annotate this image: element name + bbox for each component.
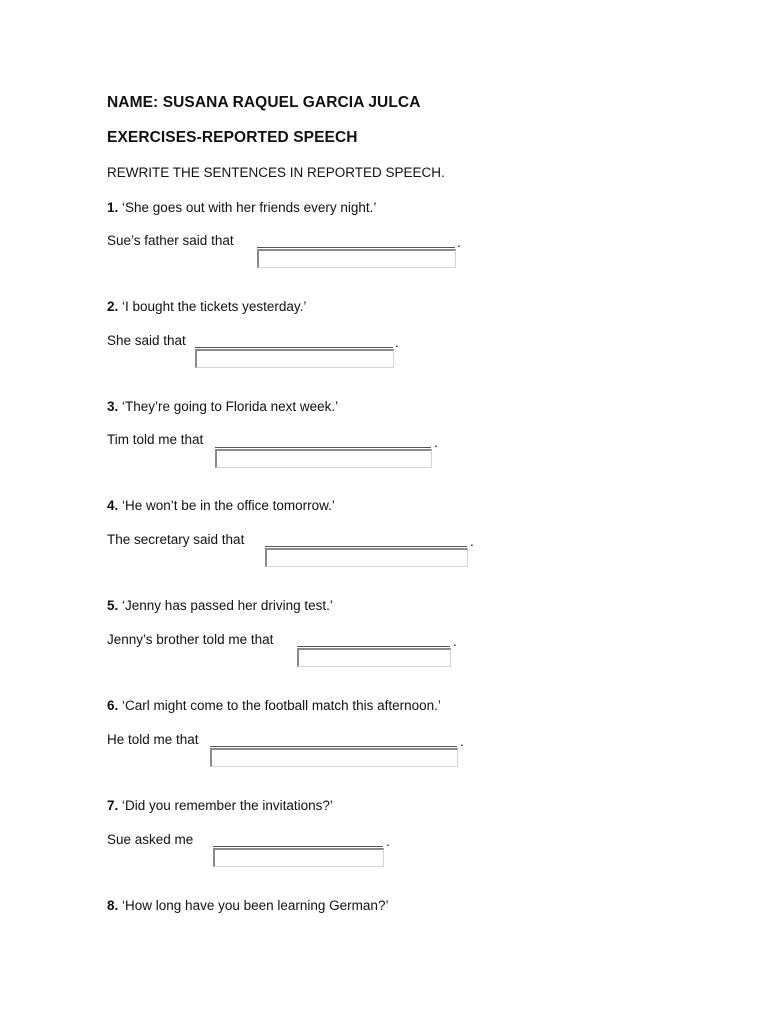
question-number: 2. <box>107 299 119 314</box>
answer-underline-2 <box>195 347 393 348</box>
question-sentence: ‘Jenny has passed her driving test.’ <box>122 598 333 613</box>
answer-underline-3 <box>215 447 431 448</box>
question-sentence: ‘How long have you been learning German?’ <box>122 898 389 913</box>
question-2 <box>107 299 306 314</box>
question-6 <box>107 698 441 713</box>
question-3 <box>107 399 338 414</box>
question-sentence: ‘They’re going to Florida next week.’ <box>122 399 339 414</box>
question-sentence: ‘I bought the tickets yesterday.’ <box>122 299 307 314</box>
answer-underline-7 <box>213 846 383 847</box>
answer-field-4[interactable] <box>265 548 468 567</box>
answer-lead-3: Tim told me that <box>107 432 204 447</box>
answer-period-6: . <box>460 734 464 749</box>
question-5 <box>107 598 333 613</box>
answer-period-1: . <box>457 235 461 250</box>
name-heading: NAME: SUSANA RAQUEL GARCIA JULCA <box>107 94 421 111</box>
answer-field-5[interactable] <box>297 648 451 667</box>
answer-lead-6: He told me that <box>107 732 199 747</box>
question-number: 5. <box>107 598 119 613</box>
answer-underline-5 <box>297 646 450 647</box>
question-sentence: ‘She goes out with her friends every night.’ <box>122 200 377 215</box>
answer-field-2[interactable] <box>195 349 394 368</box>
question-number: 7. <box>107 798 119 813</box>
answer-field-7[interactable] <box>213 848 384 867</box>
question-8 <box>107 898 388 913</box>
answer-underline-4 <box>265 546 467 547</box>
question-7 <box>107 798 333 813</box>
answer-lead-7: Sue asked me <box>107 832 194 847</box>
worksheet-title: EXERCISES-REPORTED SPEECH <box>107 129 358 146</box>
answer-period-4: . <box>470 534 474 549</box>
answer-field-6[interactable] <box>210 748 458 767</box>
question-sentence: ‘Did you remember the invitations?’ <box>122 798 333 813</box>
answer-period-5: . <box>453 634 457 649</box>
question-4 <box>107 498 335 513</box>
answer-underline-6 <box>210 746 457 747</box>
question-1 <box>107 200 376 215</box>
answer-period-7: . <box>386 834 390 849</box>
answer-underline-1 <box>257 247 455 248</box>
question-number: 8. <box>107 898 119 913</box>
answer-field-1[interactable] <box>257 249 456 268</box>
answer-period-2: . <box>395 335 399 350</box>
answer-lead-4: The secretary said that <box>107 532 245 547</box>
question-number: 6. <box>107 698 119 713</box>
question-number: 1. <box>107 200 119 215</box>
question-sentence: ‘Carl might come to the football match this afternoon.’ <box>122 698 441 713</box>
question-number: 4. <box>107 498 119 513</box>
answer-lead-2: She said that <box>107 333 186 348</box>
answer-lead-5: Jenny’s brother told me that <box>107 632 274 647</box>
answer-field-3[interactable] <box>215 449 432 468</box>
question-sentence: ‘He won’t be in the office tomorrow.’ <box>122 498 335 513</box>
question-number: 3. <box>107 399 119 414</box>
answer-period-3: . <box>434 435 438 450</box>
answer-lead-1: Sue’s father said that <box>107 233 234 248</box>
instruction-text: REWRITE THE SENTENCES IN REPORTED SPEECH. <box>107 165 445 180</box>
